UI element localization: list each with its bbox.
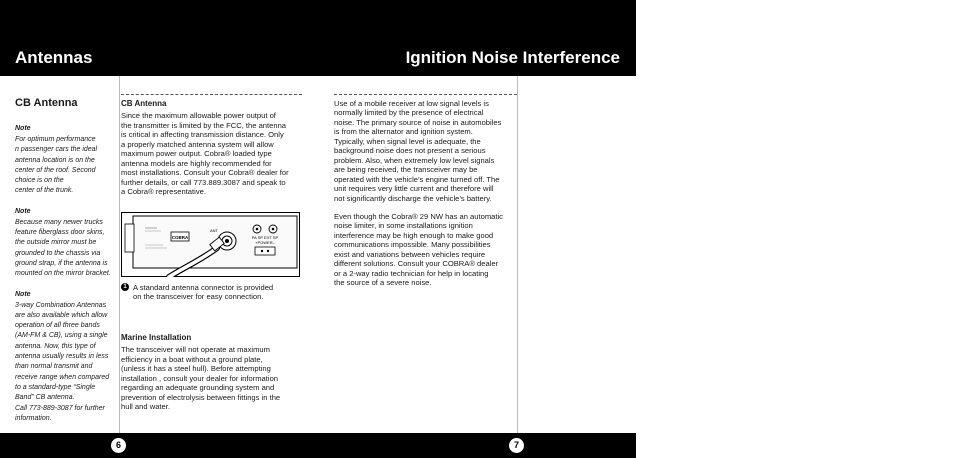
power-label: +POWER– bbox=[255, 240, 275, 245]
page-number-right: 7 bbox=[509, 438, 524, 453]
caption-number-badge: 1 bbox=[121, 283, 129, 291]
power-socket bbox=[255, 247, 275, 255]
note-heading: Note bbox=[15, 125, 31, 132]
antenna-label: ANT bbox=[210, 228, 218, 233]
column-divider-left bbox=[119, 76, 120, 433]
antenna-connector-figure bbox=[121, 212, 300, 277]
right-page-title: Ignition Noise Interference bbox=[405, 48, 620, 67]
left-page-title: Antennas bbox=[15, 48, 93, 67]
footer-bar bbox=[0, 433, 636, 458]
ignition-noise-paragraph-2: Even though the Cobra® 29 NW has an automatic noise limiter, in some installations ignition interference may be high enough to make good communications impossible. Many possibilities exist and variations between vehicles require different solutions. Consult your COBRA® dealer or a 2-way radio technician for help in locating the source of a severe noise. bbox=[334, 211, 503, 288]
ignition-noise-section bbox=[334, 99, 526, 288]
sidebar-title: CB Antenna bbox=[15, 97, 78, 109]
brand-label: COBRA bbox=[171, 235, 189, 240]
marine-installation-body: The transceiver will not operate at maximum efficiency in a boat without a ground plate, (unless it has a steel hull). Before attempting installation , consult your dealer for information regarding an adequate grounding system and prevention of electrolysis between fittings in the hull and water. bbox=[121, 345, 281, 412]
jack-labels: PA SP EXT SP bbox=[251, 235, 279, 240]
note-heading: Note bbox=[15, 290, 31, 298]
cb-antenna-section bbox=[121, 99, 311, 197]
note-heading: Note bbox=[15, 207, 31, 215]
page-number-left: 6 bbox=[111, 438, 126, 453]
caption-text: A standard antenna connector is provided on the transceiver for easy connection. bbox=[133, 283, 274, 302]
cb-antenna-body: Since the maximum allowable power output of the transmitter is limited by the FCC, the antenna is critical in affecting transmission distance. Only a properly matched antenna system will allow maximum power output. Cobra® loaded type antenna models are highly recommended for most installations. Consult your Cobra® dealer for further details, or call 773.889.3087 and speak to a Cobra® representative. bbox=[121, 111, 289, 197]
dashed-rule-right bbox=[334, 94, 517, 95]
note-body: 3-way Combination Antennas are also available which allow operation of all three bands (AM-FM & CB), using a single antenna. Now, this type of antenna usually results in less than normal transmit and receive range when compared to a standard-type “Single Band” CB antenna. Call 773-889-3087 for further information. bbox=[15, 301, 110, 422]
sidebar-notes bbox=[15, 97, 115, 435]
transceiver-rear-panel-illustration bbox=[121, 212, 300, 277]
cb-antenna-heading: CB Antenna bbox=[121, 99, 167, 108]
note-body: Because many newer trucks feature fiberglass door skins, the outside mirror must be grounded to the chassis via ground strap, if the antenna is mounted on the mirror bracket. bbox=[15, 218, 111, 278]
note-body: For optimum performance n passenger cars the ideal antenna location is on the center of the roof. Second choice is on the center of the trunk. bbox=[15, 136, 98, 195]
dashed-rule-middle bbox=[121, 94, 302, 95]
figure-caption bbox=[121, 283, 301, 302]
marine-installation-section bbox=[121, 333, 311, 412]
marine-installation-heading: Marine Installation bbox=[121, 333, 192, 342]
ignition-noise-paragraph-1: Use of a mobile receiver at low signal levels is normally limited by the presence of electrical noise. The primary source of noise in automobiles is from the alternator and ignition system. Typically, when signal level is adequate, the background noise does not present a serious problem. Also, when extremely low level signals are being received, the transceiver may be operated with the vehicle’s engine turned off. The unit requires very little current and therefore will not significantly discharge the vehicle’s battery. bbox=[334, 99, 502, 203]
